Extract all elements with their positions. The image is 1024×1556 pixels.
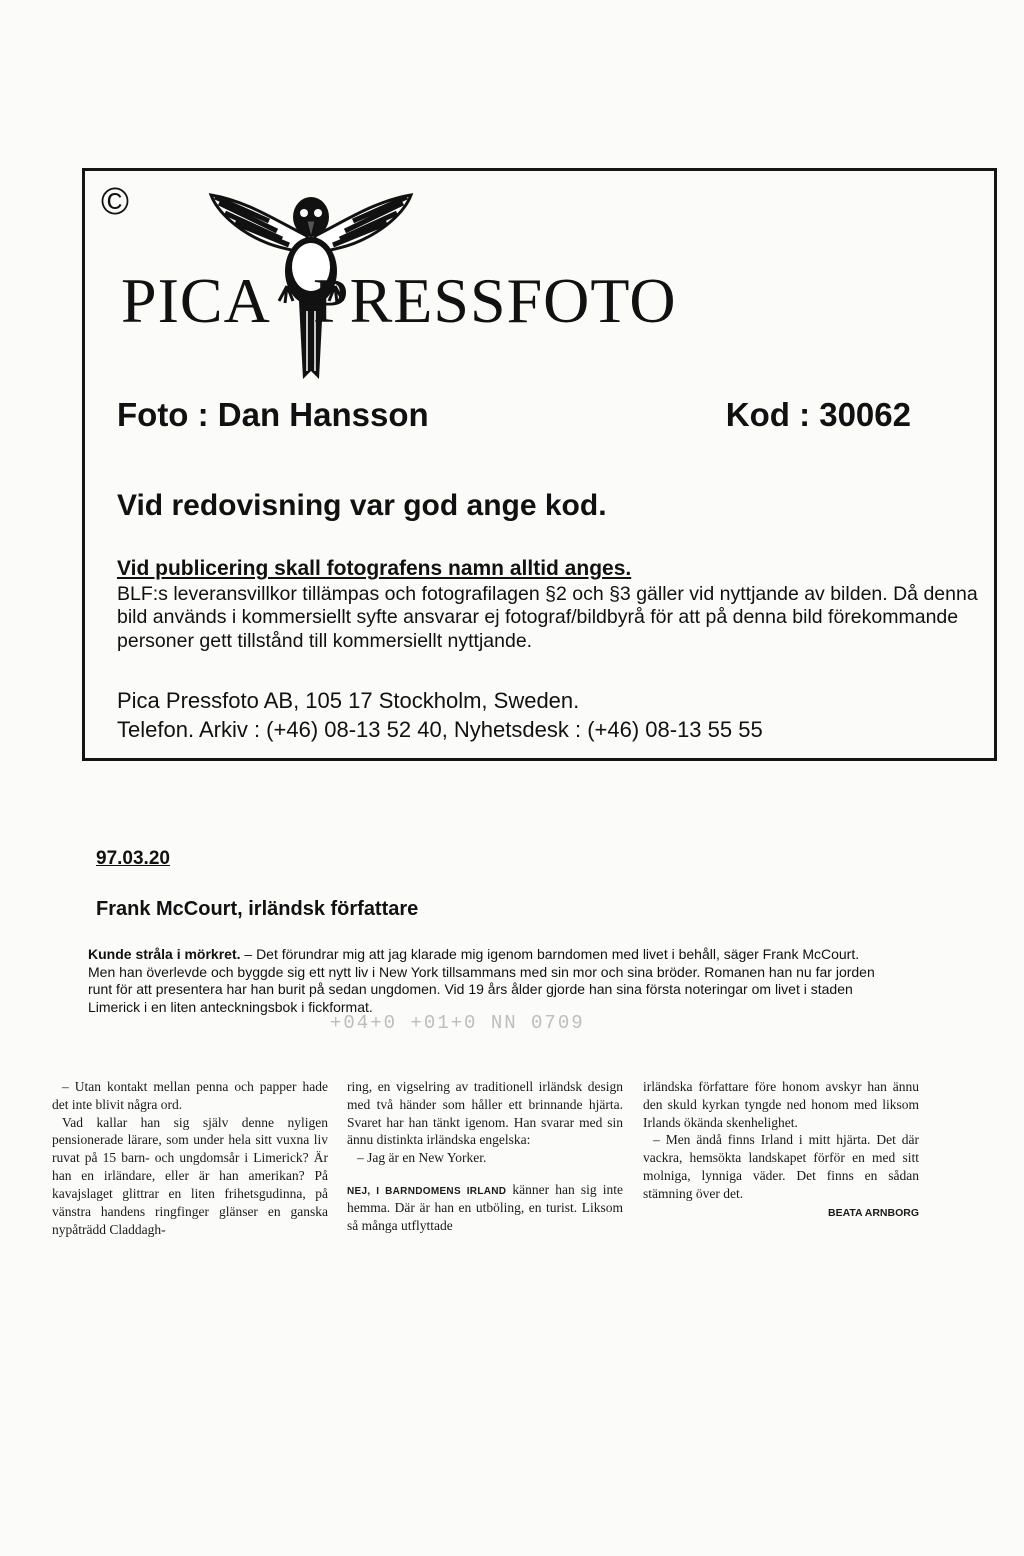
caption-text: – Det förundrar mig att jag klarade mig igenom barndomen med livet i behåll, säger Frank McCourt. Men han överlevde och byggde sig ett nytt liv i New York tillsammans med sin mor och sina bröder. Romanen han nu far jorden runt för att presentera har han burit på sedan ungdomen. Vid 19 års ålder gjorde han sina första noteringar om livet i staden Limerick i en liten anteckningsbok i fickformat.: [88, 946, 875, 1015]
caption-lead: Kunde stråla i mörkret.: [88, 946, 241, 962]
date: 97.03.20: [96, 848, 170, 869]
address-line: Pica Pressfoto AB, 105 17 Stockholm, Sweden.: [117, 688, 580, 713]
notice-name: Vid publicering skall fotografens namn alltid anges.: [117, 557, 632, 580]
photo-agency-stamp: [82, 168, 997, 761]
copyright-symbol: ©: [101, 181, 129, 223]
phone-line: Telefon. Arkiv : (+46) 08-13 52 40, Nyhetsdesk : (+46) 08-13 55 55: [117, 716, 763, 742]
logo-text-left: PICA: [121, 265, 271, 336]
byline: BEATA ARNBORG: [828, 1206, 919, 1219]
article-column-1: [52, 1078, 328, 1238]
subject-title: Frank McCourt, irländsk författare: [96, 898, 419, 920]
article-paragraph: irländska författare före honom avskyr han ännu den skuld kyrkan tyngde ned honom med liksom Irlands ökända skenhelighet.: [643, 1079, 919, 1130]
article-paragraph: – Utan kontakt mellan penna och papper hade det inte blivit några ord.: [52, 1079, 328, 1112]
notice-code: Vid redovisning var god ange kod.: [117, 489, 607, 522]
section-text: känner han sig inte hemma. Där är han en utböling, en turist. Liksom så många utflyttade: [347, 1182, 623, 1233]
photo-credit: Foto : Dan Hansson: [117, 396, 429, 433]
article-paragraph: – Men ändå finns Irland i mitt hjärta. Det där vackra, hemsökta landskapet förför en med sitt molniga, lynniga väder. Det finns en sådan stämning över det.: [643, 1132, 919, 1201]
article-column-2: [347, 1078, 623, 1235]
article-paragraph: Vad kallar han sig själv denne nyligen pensionerade lärare, som under hela sitt vuxna liv ruvat på 15 barn- och ungdomsår i Limerick? Är han en irländare, eller är han amerikan? På kavajslaget glittrar en liten frihetsgudinna, på vänstra handens ringfinger glänser en ganska nypåträdd Claddagh-: [52, 1114, 328, 1237]
license-terms: BLF:s leveransvillkor tillämpas och fotografilagen §2 och §3 gäller vid nyttjande av bilden. Då denna bild används i kommersiellt syfte ansvarar ej fotograf/bildbyrå för att på denna bild förekommande personer gett tillstånd till kommersiellt nyttjande.: [117, 583, 978, 652]
archive-stamp: +04+0 +01+0 NN 0709: [330, 1012, 585, 1034]
photo-code: Kod : 30062: [725, 396, 911, 433]
article-paragraph: – Jag är en New Yorker.: [357, 1150, 487, 1166]
article-paragraph: [347, 1181, 623, 1234]
section-lead: NEJ, I BARNDOMENS IRLAND: [347, 1186, 507, 1198]
photo-caption: [88, 946, 888, 1016]
logo-text-right: PRESSFOTO: [313, 265, 677, 336]
agency-address: [117, 687, 763, 744]
article-column-3: [643, 1078, 919, 1221]
article-paragraph: ring, en vigselring av traditionell irländsk design med två händer som håller ett brinnande hjärta. Svaret har han tänkt igenom. Han svarar med sin ännu distinkta irländska engelska:: [347, 1079, 623, 1148]
